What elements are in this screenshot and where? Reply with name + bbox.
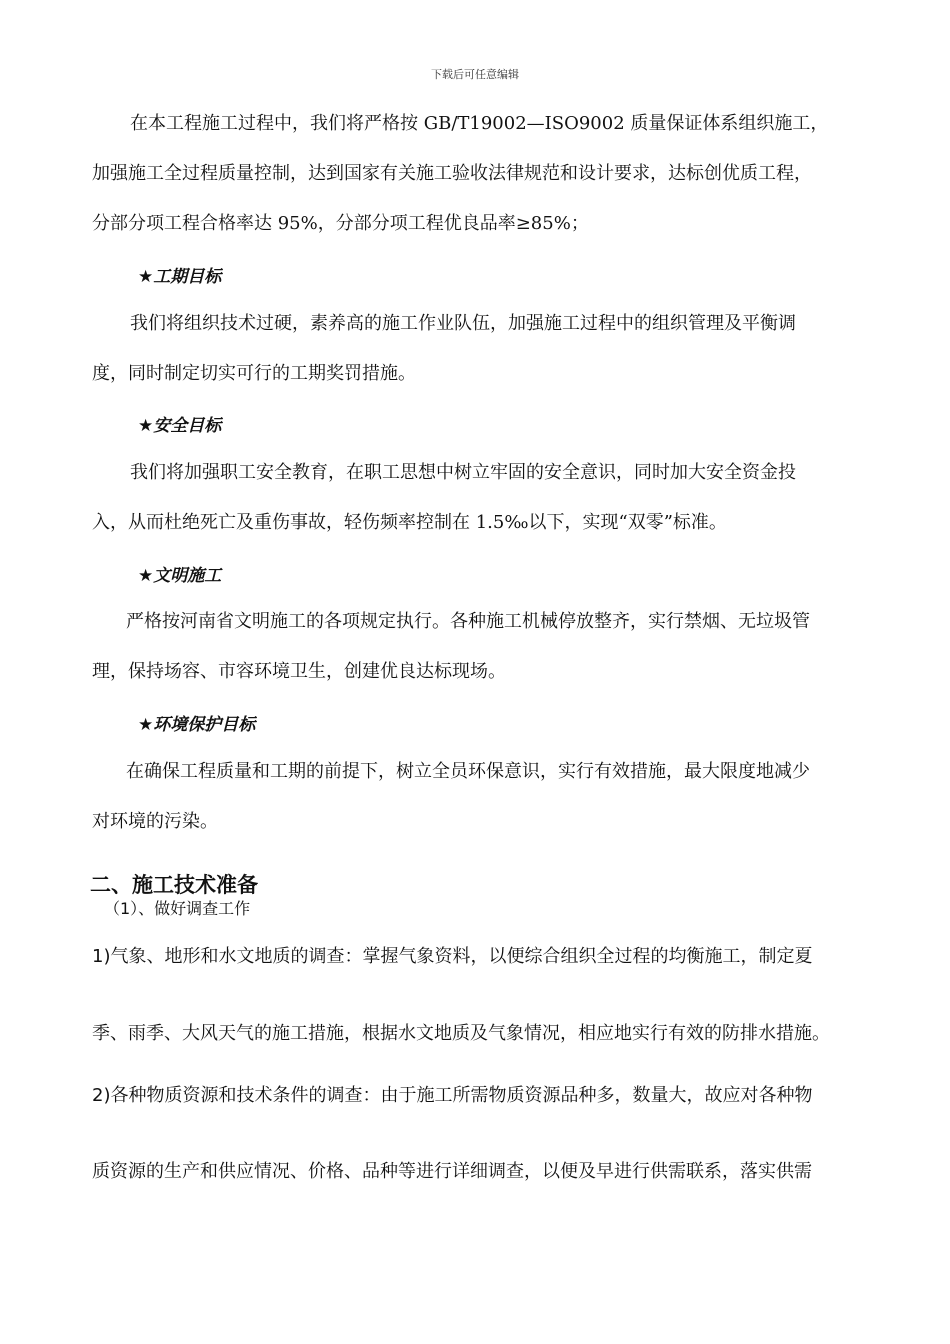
quality-paragraph-line-2: 加强施工全过程质量控制，达到国家有关施工验收法律规范和设计要求，达标创优质工程， — [92, 163, 812, 184]
environment-goal-heading: ★环境保护目标 — [138, 715, 256, 735]
survey-item-1-line-2: 季、雨季、大风天气的施工措施，根据水文地质及气象情况，相应地实行有效的防排水措施。 — [92, 1023, 830, 1044]
quality-paragraph-line-1: 在本工程施工过程中，我们将严格按 GB/T19002—ISO9002 质量保证体系组织施工， — [130, 113, 829, 134]
quality-paragraph-line-3: 分部分项工程合格率达 95%，分部分项工程优良品率≥85%； — [92, 213, 589, 234]
environment-paragraph-line-1: 在确保工程质量和工期的前提下，树立全员环保意识，实行有效措施，最大限度地减少 — [126, 761, 810, 782]
safety-paragraph-line-1: 我们将加强职工安全教育，在职工思想中树立牢固的安全意识，同时加大安全资金投 — [130, 462, 796, 483]
schedule-goal-heading: ★工期目标 — [138, 267, 222, 287]
safety-goal-heading: ★安全目标 — [138, 416, 222, 436]
schedule-paragraph-line-1: 我们将组织技术过硬，素养高的施工作业队伍，加强施工过程中的组织管理及平衡调 — [130, 313, 796, 334]
section-title: 二、施工技术准备 — [90, 873, 258, 897]
environment-paragraph-line-2: 对环境的污染。 — [92, 811, 218, 832]
survey-item-1-line-1: 1)气象、地形和水文地质的调查：掌握气象资料，以便综合组织全过程的均衡施工，制定夏 — [92, 946, 813, 967]
civilized-paragraph-line-1: 严格按河南省文明施工的各项规定执行。各种施工机械停放整齐，实行禁烟、无垃圾管 — [126, 611, 810, 632]
civilized-construction-heading: ★文明施工 — [138, 566, 222, 586]
survey-item-2-line-2: 质资源的生产和供应情况、价格、品种等进行详细调查，以便及早进行供需联系，落实供需 — [92, 1161, 812, 1182]
page-header: 下载后可任意编辑 — [431, 68, 519, 81]
survey-item-2-line-1: 2)各种物质资源和技术条件的调查：由于施工所需物质资源品种多，数量大，故应对各种物 — [92, 1085, 813, 1106]
safety-paragraph-line-2: 入，从而杜绝死亡及重伤事故，轻伤频率控制在 1.5‰以下，实现“双零”标准。 — [92, 512, 727, 533]
schedule-paragraph-line-2: 度，同时制定切实可行的工期奖罚措施。 — [92, 363, 416, 384]
section-subtitle: （1）、做好调查工作 — [104, 899, 251, 918]
civilized-paragraph-line-2: 理，保持场容、市容环境卫生，创建优良达标现场。 — [92, 661, 506, 682]
